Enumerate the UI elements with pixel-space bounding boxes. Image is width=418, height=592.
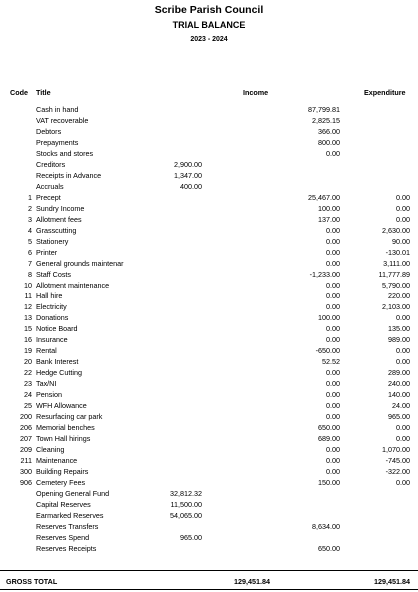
row-title: Grasscutting [36,225,77,235]
row-title: Stationery [36,236,69,246]
row-amount-col3: 0.00 [396,203,410,213]
row-amount-col2: 8,634.00 [312,521,340,531]
row-code: 24 [24,390,32,400]
row-amount-col2: 0.00 [326,379,340,389]
row-amount-col3: 240.00 [388,379,410,389]
row-amount-col1: 965.00 [180,532,202,542]
row-code: 206 [20,423,32,433]
row-amount-col2: 0.00 [326,390,340,400]
row-amount-col3: 140.00 [388,390,410,400]
row-title: Notice Board [36,324,78,334]
row-title: Pension [36,390,62,400]
row-title: Hall hire [36,291,63,301]
row-title: Cleaning [36,445,65,455]
row-amount-col2: 0.00 [326,368,340,378]
row-title: Opening General Fund [36,488,110,498]
row-title: Rental [36,346,57,356]
row-amount-col2: -650.00 [315,346,340,356]
table-row [0,511,418,522]
row-amount-col2: 100.00 [318,313,340,323]
row-amount-col2: 0.00 [326,236,340,246]
row-code: 12 [24,302,32,312]
row-title: Cemetery Fees [36,477,86,487]
row-code: 15 [24,324,32,334]
row-code: 8 [28,269,32,279]
row-title: Printer [36,247,58,257]
row-code: 1 [28,192,32,202]
row-code: 906 [20,477,32,487]
table-row [0,500,418,511]
row-title: Allotment maintenance [36,280,110,290]
row-amount-col2: 0.00 [326,324,340,334]
row-amount-col1: 54,065.00 [170,510,202,520]
row-amount-col2: 689.00 [318,434,340,444]
row-amount-col3: 0.00 [396,313,410,323]
row-code: 209 [20,445,32,455]
row-amount-col2: 0.00 [326,291,340,301]
row-title: Bank Interest [36,357,79,367]
row-title: Debtors [36,126,62,136]
row-code: 13 [24,313,32,323]
council-name: Scribe Parish Council [154,4,264,16]
row-amount-col2: 0.00 [326,401,340,411]
column-header-title: Title [36,88,51,97]
row-code: 20 [24,357,32,367]
row-amount-col2: 0.00 [326,280,340,290]
row-title: Accruals [36,181,64,191]
table-row [0,390,418,401]
gross-total-income: 129,451.84 [234,577,270,586]
row-title: Creditors [36,159,66,169]
table-row [0,149,418,160]
table-row [0,401,418,412]
table-row [0,522,418,533]
row-title: WFH Allowance [36,401,87,411]
row-code: 16 [24,335,32,345]
row-amount-col3: 1,070.00 [382,445,410,455]
column-header-code: Code [10,88,28,97]
row-title: Prepayments [36,137,79,147]
row-code: 6 [28,247,32,257]
row-title: Hedge Cutting [36,368,82,378]
table-row [0,291,418,302]
report-title: TRIAL BALANCE [172,20,246,30]
table-row [0,346,418,357]
row-title: General grounds maintenar [36,258,124,268]
row-amount-col2: -1,233.00 [309,269,340,279]
table-row [0,313,418,324]
row-amount-col3: 0.00 [396,192,410,202]
row-code: 3 [28,214,32,224]
row-title: Memorial benches [36,423,95,433]
table-row [0,412,418,423]
row-amount-col2: 650.00 [318,423,340,433]
row-amount-col2: 650.00 [318,543,340,553]
row-title: Allotment fees [36,214,82,224]
row-amount-col1: 11,500.00 [170,499,202,509]
row-amount-col3: -130.01 [385,247,410,257]
row-code: 22 [24,368,32,378]
row-code: 300 [20,466,32,476]
table-row [0,544,418,555]
table-row [0,379,418,390]
row-amount-col3: 5,790.00 [382,280,410,290]
row-title: Maintenance [36,456,78,465]
row-amount-col2: 137.00 [318,214,340,224]
row-code: 200 [20,412,32,422]
row-title: Reserves Spend [36,532,90,542]
row-amount-col2: 100.00 [318,203,340,213]
row-code: 7 [28,258,32,268]
row-amount-col2: 25,467.00 [308,192,340,202]
table-row [0,259,418,270]
table-row [0,281,418,292]
table-row [0,193,418,204]
row-amount-col3: 0.00 [396,346,410,356]
table-row [0,357,418,368]
row-amount-col2: 0.00 [326,302,340,312]
row-amount-col3: 289.00 [388,368,410,378]
row-amount-col3: 11,777.89 [378,269,410,279]
row-amount-col2: 0.00 [326,148,340,158]
row-code: 207 [20,434,32,444]
row-amount-col1: 1,347.00 [174,170,202,180]
row-amount-col2: 2,825.15 [312,115,340,125]
row-amount-col2: 87,799.81 [308,105,340,114]
row-amount-col3: 3,111.00 [383,258,410,268]
table-row [0,171,418,182]
table-row [0,138,418,149]
row-amount-col1: 400.00 [180,181,202,191]
total-rule-top [0,570,418,571]
table-row [0,116,418,127]
row-code: 25 [24,401,32,411]
table-row [0,237,418,248]
table-row [0,467,418,478]
row-amount-col2: 366.00 [318,126,340,136]
table-row [0,215,418,226]
row-amount-col3: -745.00 [385,456,410,465]
row-title: VAT recoverable [36,115,89,125]
row-code: 10 [24,280,32,290]
row-amount-col3: 220.00 [388,291,410,301]
row-amount-col3: 90.00 [392,236,410,246]
table-row [0,204,418,215]
row-amount-col2: 0.00 [326,412,340,422]
column-header-income: Income [243,88,269,97]
row-amount-col3: -322.00 [385,466,410,476]
row-amount-col3: 965.00 [388,412,410,422]
table-row [0,434,418,445]
row-amount-col3: 0.00 [396,357,410,367]
table-row [0,324,418,335]
row-amount-col3: 0.00 [396,434,410,444]
row-code: 211 [20,456,32,465]
row-amount-col3: 2,630.00 [382,225,410,235]
row-title: Receipts in Advance [36,170,102,180]
row-title: Reserves Transfers [36,521,99,531]
gross-total-expenditure: 129,451.84 [374,577,410,586]
table-row [0,368,418,379]
row-amount-col2: 0.00 [326,225,340,235]
row-title: Capital Reserves [36,499,91,509]
table-row [0,182,418,193]
table-row [0,335,418,346]
table-row [0,105,418,116]
table-row [0,478,418,489]
row-title: Cash in hand [36,105,79,114]
row-amount-col3: 0.00 [396,477,410,487]
report-period: 2023 - 2024 [190,36,228,43]
row-amount-col3: 0.00 [396,214,410,224]
row-title: Electricity [36,302,67,312]
row-title: Tax/NI [36,379,57,389]
row-amount-col3: 135.00 [388,324,410,334]
table-row [0,533,418,544]
table-row [0,226,418,237]
row-amount-col2: 0.00 [326,445,340,455]
row-code: 4 [28,225,32,235]
row-amount-col2: 800.00 [318,137,340,147]
row-amount-col2: 0.00 [326,247,340,257]
trial-balance-rows [0,105,418,555]
row-title: Stocks and stores [36,148,94,158]
row-amount-col3: 989.00 [388,335,410,345]
table-row [0,456,418,467]
gross-total-label: GROSS TOTAL [6,577,58,586]
row-code: 5 [28,236,32,246]
row-title: Earmarked Reserves [36,510,104,520]
row-amount-col2: 52.52 [322,357,340,367]
row-amount-col2: 0.00 [326,466,340,476]
row-title: Insurance [36,335,68,345]
row-title: Precept [36,192,61,202]
row-code: 19 [24,346,32,356]
row-code: 11 [24,291,32,301]
total-rule-bottom [0,589,418,590]
row-amount-col2: 0.00 [326,335,340,345]
row-amount-col2: 0.00 [326,258,340,268]
row-code: 2 [28,203,32,213]
table-row [0,489,418,500]
row-amount-col2: 0.00 [326,456,340,465]
row-code: 23 [24,379,32,389]
column-header-expenditure: Expenditure [364,88,406,97]
table-row [0,423,418,434]
table-row [0,160,418,171]
row-title: Staff Costs [36,269,72,279]
row-amount-col3: 2,103.00 [382,302,410,312]
row-amount-col1: 32,812.32 [170,488,202,498]
row-amount-col3: 0.00 [396,423,410,433]
row-amount-col1: 2,900.00 [174,159,202,169]
table-row [0,127,418,138]
table-row [0,248,418,259]
row-title: Building Repairs [36,466,89,476]
row-title: Sundry Income [36,203,85,213]
row-title: Resurfacing car park [36,412,103,422]
row-title: Reserves Receipts [36,543,97,553]
table-row [0,270,418,281]
row-title: Donations [36,313,69,323]
row-amount-col2: 150.00 [318,477,340,487]
row-title: Town Hall hirings [36,434,91,444]
table-row [0,445,418,456]
table-row [0,302,418,313]
row-amount-col3: 24.00 [392,401,410,411]
